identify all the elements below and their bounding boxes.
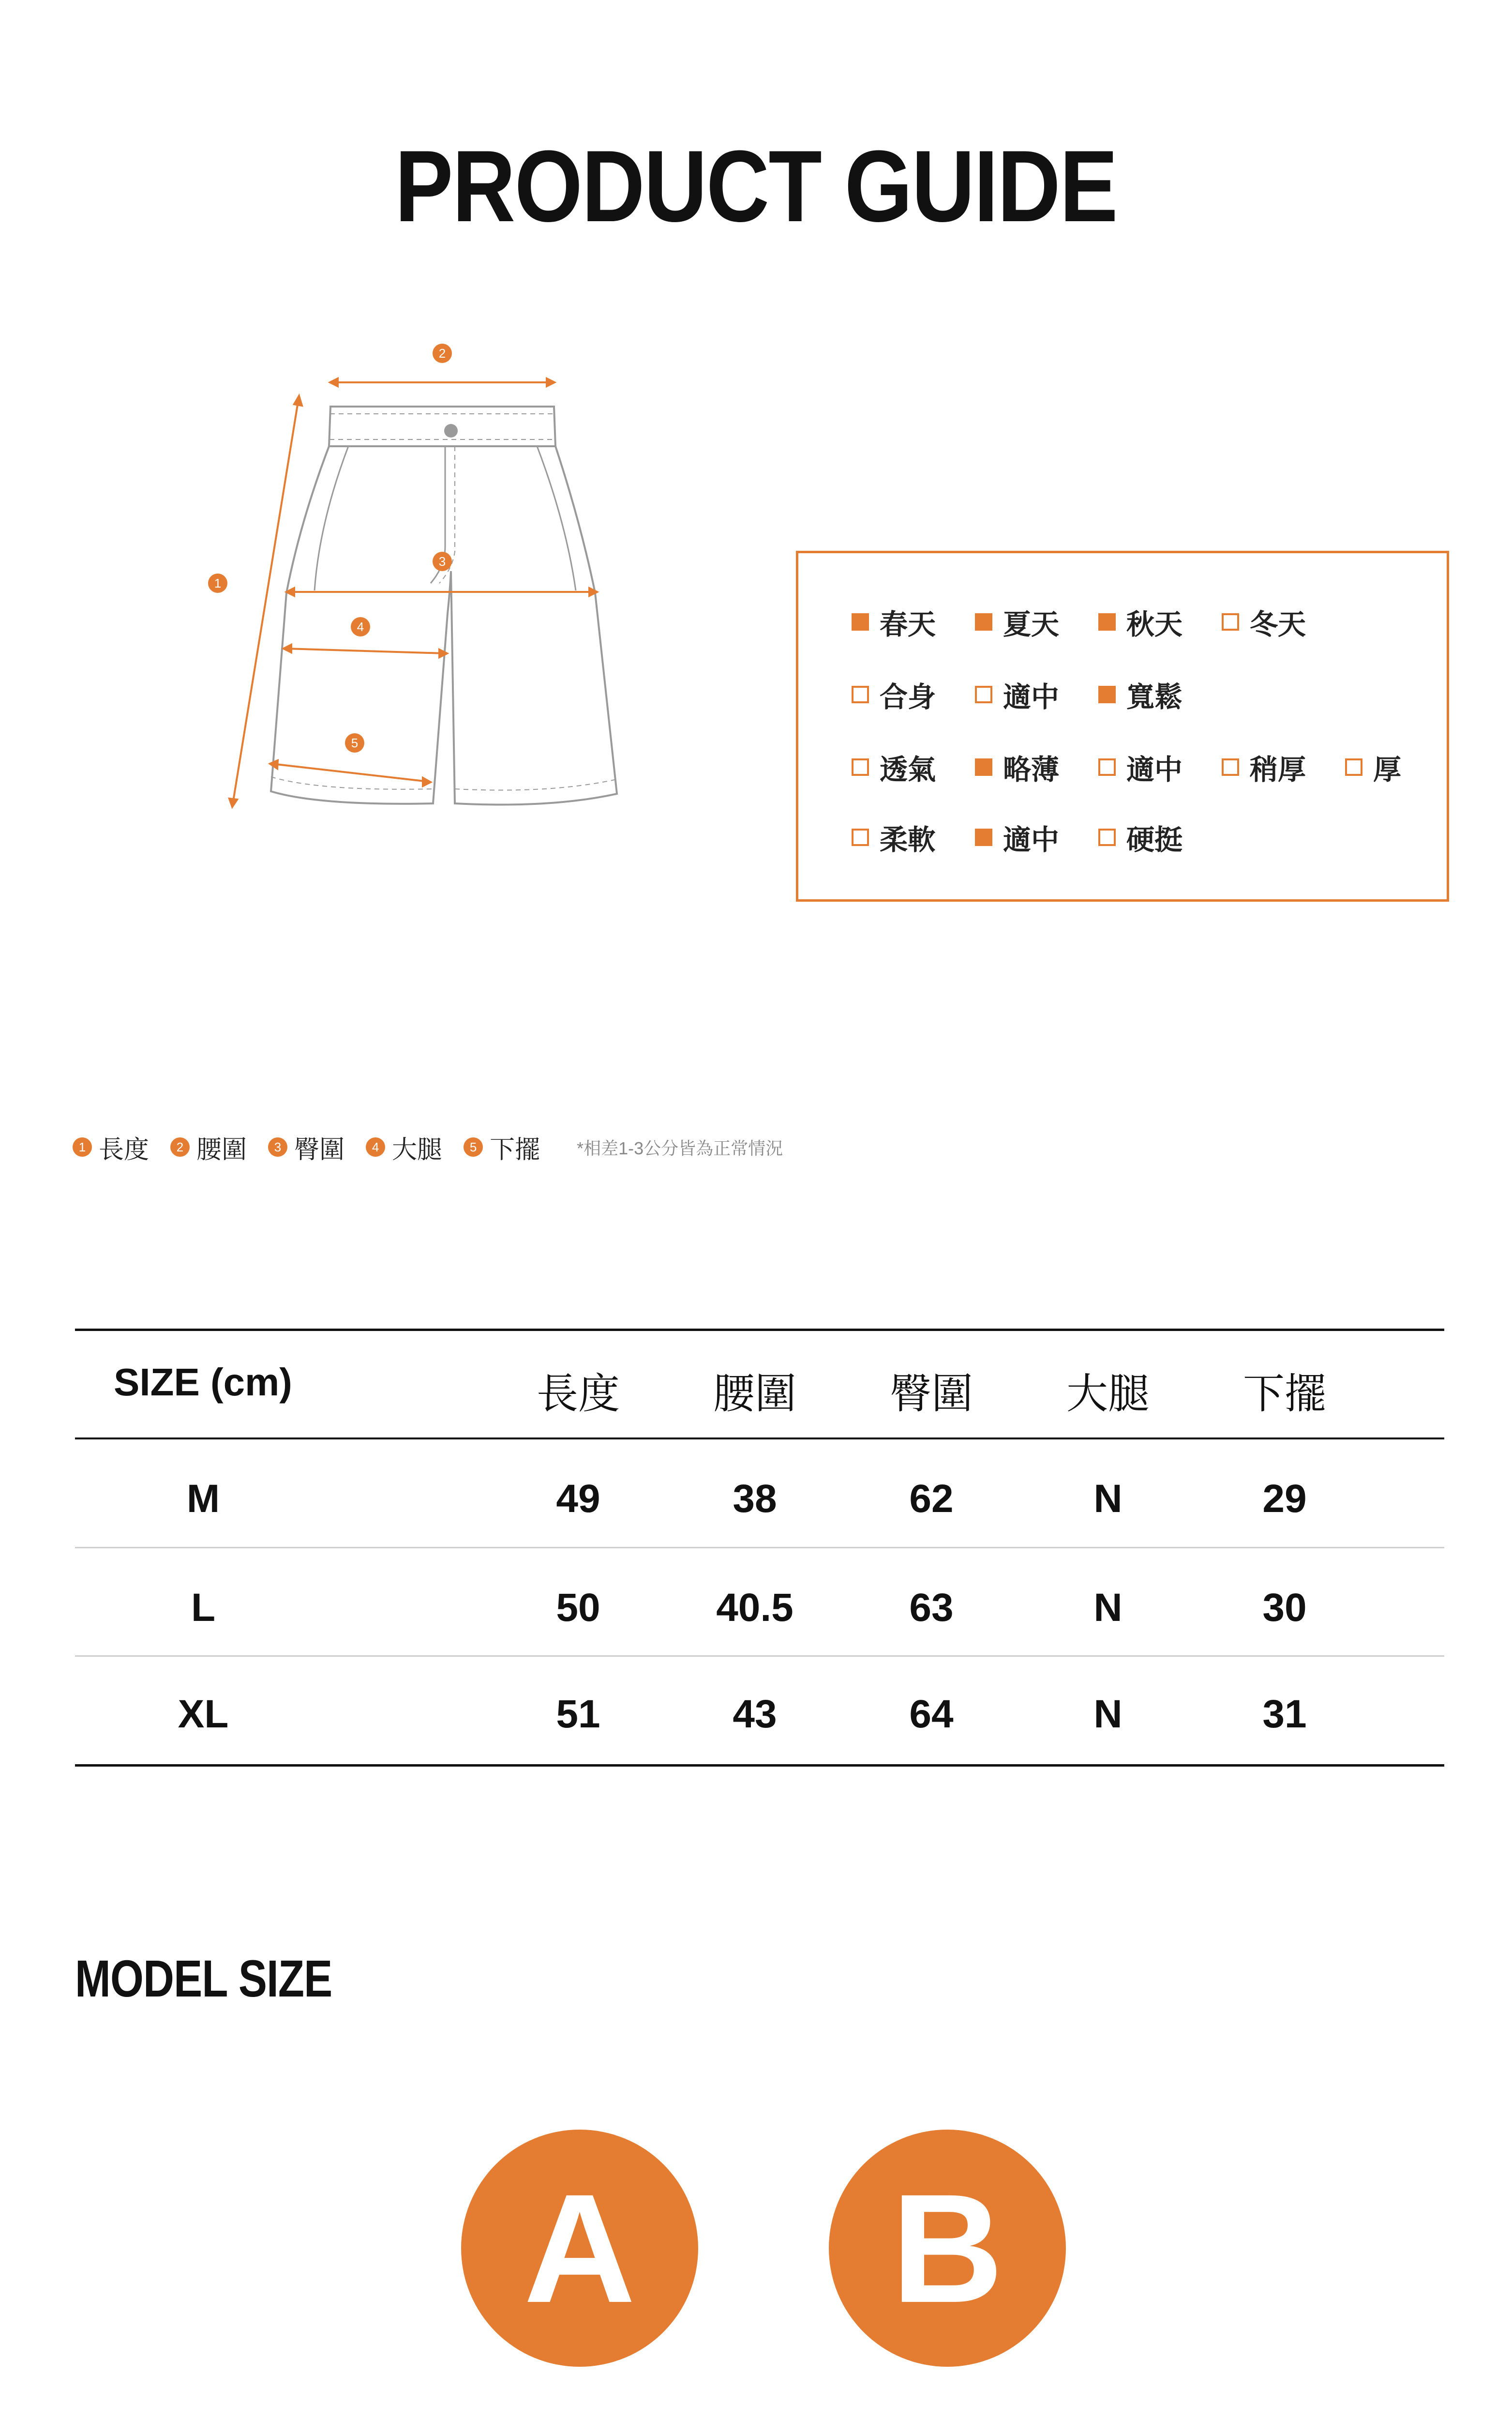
table-value-cell: N: [1093, 1586, 1123, 1630]
legend-number-badge: 5: [464, 1137, 483, 1157]
property-label: 冬天: [1250, 609, 1306, 640]
model-size-title: MODEL SIZE: [75, 1949, 332, 2008]
property-label: 稍厚: [1250, 754, 1306, 786]
table-header-rule: [75, 1437, 1444, 1439]
model-b-badge: B: [829, 2130, 1066, 2367]
table-value-cell: 31: [1262, 1692, 1307, 1736]
legend-label: 大腿: [392, 1135, 443, 1164]
table-value-cell: 40.5: [716, 1586, 793, 1630]
legend-label: 臀圍: [294, 1135, 345, 1164]
table-top-rule: [75, 1329, 1444, 1331]
legend-number-badge: 4: [366, 1137, 385, 1157]
page-title: PRODUCT GUIDE: [395, 129, 1117, 243]
table-size-label: M: [186, 1477, 220, 1521]
table-value-cell: 29: [1262, 1477, 1307, 1521]
table-value-cell: 49: [556, 1477, 600, 1521]
property-label: 柔軟: [880, 824, 936, 856]
marker-label: 5: [351, 736, 359, 750]
table-value-cell: 62: [909, 1477, 954, 1521]
table-row-divider: [75, 1655, 1444, 1657]
property-label: 夏天: [1003, 609, 1060, 640]
marker-label: 4: [357, 620, 364, 634]
property-label: 春天: [880, 609, 936, 640]
legend-number-badge: 2: [170, 1137, 190, 1157]
legend-label: 下擺: [490, 1135, 540, 1164]
property-label: 合身: [880, 681, 936, 713]
table-header-cell: 腰圍: [713, 1371, 796, 1417]
table-size-label: XL: [178, 1692, 229, 1736]
table-header-cell: 大腿: [1066, 1371, 1150, 1417]
property-label: 硬挺: [1126, 824, 1183, 856]
table-value-cell: 50: [556, 1586, 600, 1630]
property-label: 寬鬆: [1126, 681, 1183, 713]
table-size-label: L: [191, 1586, 216, 1630]
property-label: 略薄: [1003, 754, 1060, 786]
table-value-cell: 64: [909, 1692, 954, 1736]
table-bottom-rule: [75, 1764, 1444, 1767]
property-label: 適中: [1003, 824, 1060, 856]
table-value-cell: N: [1093, 1477, 1123, 1521]
property-label: 適中: [1126, 754, 1183, 786]
table-value-cell: 51: [556, 1692, 600, 1736]
table-value-cell: N: [1093, 1692, 1123, 1736]
legend-label: 腰圍: [196, 1135, 247, 1164]
table-value-cell: 43: [733, 1692, 777, 1736]
table-value-cell: 30: [1262, 1586, 1307, 1630]
table-value-cell: 63: [909, 1586, 954, 1630]
marker-label: 3: [438, 554, 446, 569]
property-label: 透氣: [880, 754, 936, 786]
table-header-cell: 下擺: [1243, 1371, 1326, 1417]
tolerance-note: *相差1-3公分皆為正常情況: [577, 1138, 783, 1158]
table-header-cell: 臀圍: [890, 1371, 973, 1417]
marker-label: 1: [214, 576, 222, 590]
property-label: 秋天: [1126, 609, 1183, 640]
property-label: 適中: [1003, 681, 1060, 713]
table-row-divider: [75, 1547, 1444, 1548]
legend-number-badge: 3: [268, 1137, 287, 1157]
legend-number-badge: 1: [73, 1137, 92, 1157]
table-header-cell: 長度: [537, 1371, 620, 1417]
model-a-badge: A: [461, 2130, 698, 2367]
table-value-cell: 38: [733, 1477, 777, 1521]
property-label: 厚: [1373, 754, 1402, 786]
legend-label: 長度: [99, 1135, 150, 1164]
marker-label: 2: [438, 346, 446, 361]
table-header-cell: SIZE (cm): [114, 1361, 292, 1404]
